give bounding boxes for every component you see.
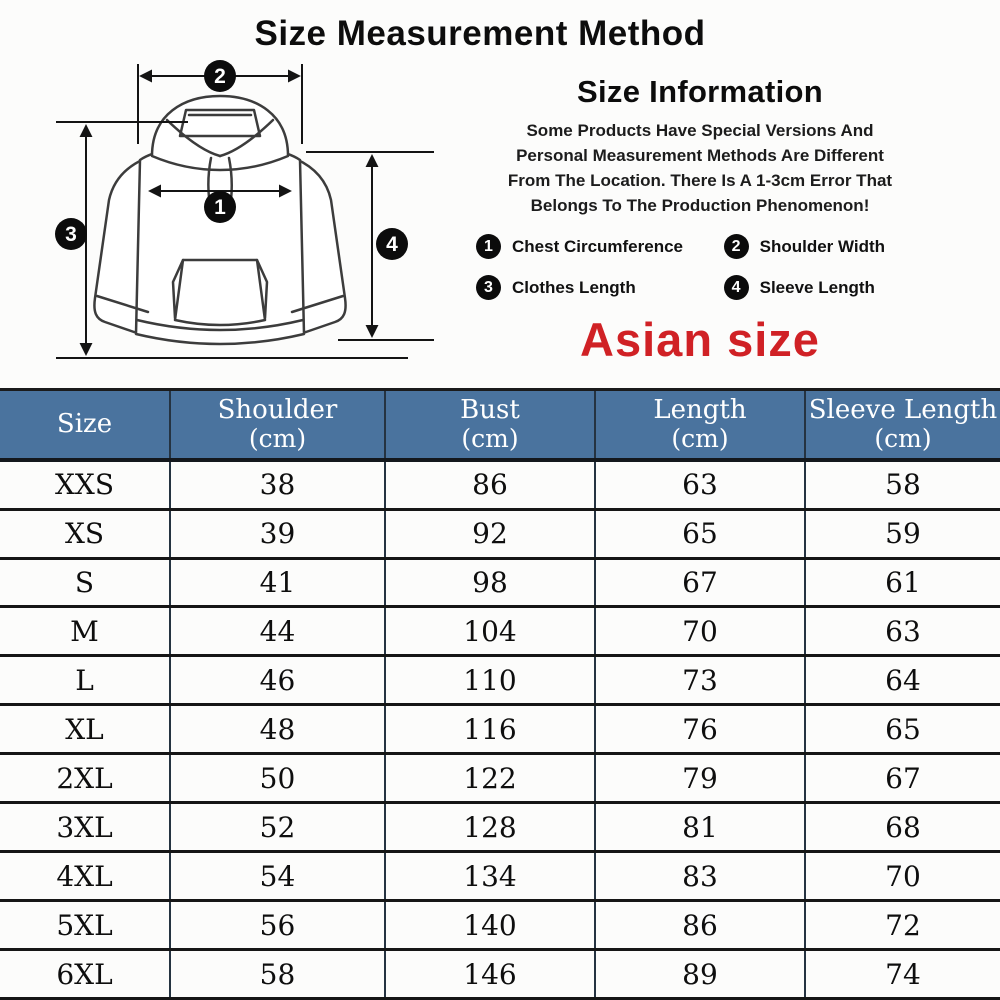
- table-row: [0, 656, 1000, 705]
- legend-label: Sleeve Length: [759, 277, 875, 297]
- size-cell: 3XL: [0, 803, 170, 852]
- measurement-cell: 52: [170, 803, 385, 852]
- size-table: [0, 388, 1000, 1000]
- legend-label: Shoulder Width: [759, 236, 886, 256]
- info-line: Some Products Have Special Versions And: [526, 121, 874, 140]
- measurement-cell: 73: [595, 656, 805, 705]
- legend-item-length: [476, 275, 724, 300]
- measurement-cell: 122: [385, 754, 595, 803]
- measurement-cell: 48: [170, 705, 385, 754]
- measurement-cell: 54: [170, 852, 385, 901]
- measurement-cell: 89: [595, 950, 805, 999]
- size-cell: L: [0, 656, 170, 705]
- measurement-cell: 59: [805, 509, 1000, 558]
- measurement-cell: 76: [595, 705, 805, 754]
- table-row: [0, 607, 1000, 656]
- measurement-cell: 58: [170, 950, 385, 999]
- measurement-cell: 72: [805, 901, 1000, 950]
- measurement-cell: 68: [805, 803, 1000, 852]
- table-row: [0, 754, 1000, 803]
- legend-item-shoulder: [724, 234, 930, 259]
- table-row: [0, 460, 1000, 510]
- measurement-cell: 104: [385, 607, 595, 656]
- size-information-panel: [460, 54, 1000, 367]
- col-header-size: Size: [0, 390, 170, 460]
- measurement-cell: 134: [385, 852, 595, 901]
- measurement-cell: 61: [805, 558, 1000, 607]
- kangaroo-pocket: [175, 260, 265, 325]
- measurement-cell: 74: [805, 950, 1000, 999]
- measurement-cell: 65: [805, 705, 1000, 754]
- size-cell: 4XL: [0, 852, 170, 901]
- measurement-cell: 67: [805, 754, 1000, 803]
- size-table-header: [0, 390, 1000, 460]
- measurement-cell: 146: [385, 950, 595, 999]
- measurement-cell: 70: [805, 852, 1000, 901]
- col-header-sleeve-length: Sleeve Length (cm): [805, 390, 1000, 460]
- info-line: From The Location. There Is A 1-3cm Error That: [507, 171, 893, 190]
- table-row: [0, 558, 1000, 607]
- info-line: Belongs To The Production Phenomenon!: [530, 196, 870, 215]
- legend-item-chest: [476, 234, 724, 259]
- measurement-cell: 110: [385, 656, 595, 705]
- region-size-label: Asian size: [580, 313, 820, 366]
- measurement-cell: 39: [170, 509, 385, 558]
- circled-3-icon: 3: [476, 275, 501, 300]
- table-row: [0, 852, 1000, 901]
- size-cell: 6XL: [0, 950, 170, 999]
- size-cell: 2XL: [0, 754, 170, 803]
- marker-2-number: 2: [214, 65, 226, 88]
- info-line: Personal Measurement Methods Are Different: [516, 146, 884, 165]
- measurement-cell: 92: [385, 509, 595, 558]
- measurement-cell: 65: [595, 509, 805, 558]
- table-row: [0, 509, 1000, 558]
- size-cell: S: [0, 558, 170, 607]
- legend-label: Clothes Length: [512, 277, 636, 297]
- size-cell: XS: [0, 509, 170, 558]
- size-cell: 5XL: [0, 901, 170, 950]
- measurement-cell: 128: [385, 803, 595, 852]
- measurement-cell: 41: [170, 558, 385, 607]
- page-title: Size Measurement Method: [254, 14, 706, 53]
- measurement-cell: 67: [595, 558, 805, 607]
- hoodie-measurement-illustration: [40, 56, 460, 386]
- col-header-bust: Bust (cm): [385, 390, 595, 460]
- measurement-cell: 38: [170, 460, 385, 510]
- size-cell: XL: [0, 705, 170, 754]
- size-cell: XXS: [0, 460, 170, 510]
- legend-item-sleeve: [724, 275, 930, 300]
- measurement-legend: [470, 234, 930, 300]
- size-table-body: [0, 460, 1000, 999]
- measurement-cell: 86: [385, 460, 595, 510]
- table-row: [0, 950, 1000, 999]
- info-heading: Size Information: [577, 74, 823, 109]
- legend-label: Chest Circumference: [512, 236, 684, 256]
- measurement-cell: 63: [805, 607, 1000, 656]
- circled-2-icon: 2: [724, 234, 749, 259]
- measurement-cell: 98: [385, 558, 595, 607]
- table-row: [0, 705, 1000, 754]
- table-row: [0, 901, 1000, 950]
- measurement-cell: 50: [170, 754, 385, 803]
- measurement-cell: 83: [595, 852, 805, 901]
- marker-3-number: 3: [65, 223, 77, 246]
- measurement-cell: 46: [170, 656, 385, 705]
- measurement-cell: 116: [385, 705, 595, 754]
- measurement-cell: 44: [170, 607, 385, 656]
- measurement-cell: 64: [805, 656, 1000, 705]
- measurement-cell: 70: [595, 607, 805, 656]
- col-header-shoulder: Shoulder (cm): [170, 390, 385, 460]
- size-table-section: [0, 388, 1000, 1000]
- measurement-cell: 140: [385, 901, 595, 950]
- hoodie-diagram: [0, 56, 460, 391]
- measurement-cell: 58: [805, 460, 1000, 510]
- measurement-cell: 81: [595, 803, 805, 852]
- top-section: [0, 54, 1000, 391]
- circled-4-icon: 4: [724, 275, 749, 300]
- table-row: [0, 803, 1000, 852]
- measurement-cell: 63: [595, 460, 805, 510]
- measurement-cell: 86: [595, 901, 805, 950]
- circled-1-icon: 1: [476, 234, 501, 259]
- marker-1-number: 1: [214, 196, 226, 219]
- size-cell: M: [0, 607, 170, 656]
- col-header-length: Length (cm): [595, 390, 805, 460]
- measurement-cell: 56: [170, 901, 385, 950]
- measurement-cell: 79: [595, 754, 805, 803]
- marker-4-number: 4: [386, 233, 398, 256]
